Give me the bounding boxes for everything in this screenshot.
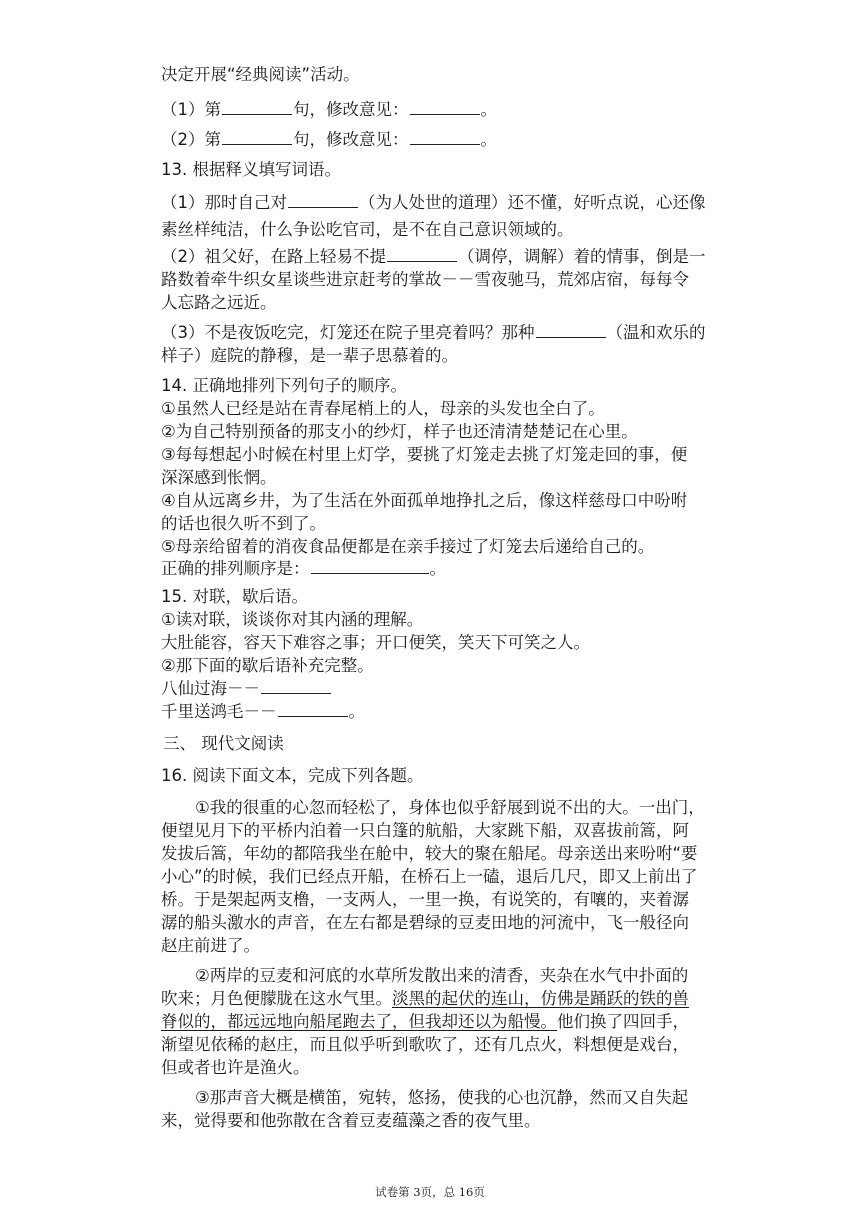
text: （1）第 bbox=[161, 100, 221, 119]
text: 句，修改意见： bbox=[293, 100, 409, 119]
sentence-item: 深深感到怅惘。 bbox=[161, 468, 277, 487]
text-line bbox=[161, 191, 706, 215]
text: 句，修改意见： bbox=[293, 130, 409, 149]
answer-line bbox=[161, 557, 446, 581]
text-line: ②那下面的歇后语补充完整。 bbox=[161, 656, 374, 675]
answer-line bbox=[161, 700, 365, 724]
answer-line bbox=[161, 98, 497, 122]
text: （调停，调解）着的情事，倒是一 bbox=[458, 247, 706, 266]
text: （2）第 bbox=[161, 130, 221, 149]
answer-line bbox=[161, 677, 332, 701]
passage-line: 来，觉得要和他弥散在含着豆麦蕴藻之香的夜气里。 bbox=[161, 1111, 541, 1130]
text: 正确的排列顺序是： bbox=[161, 559, 310, 578]
question-heading: 15. 对联，歇后语。 bbox=[161, 587, 308, 606]
answer-blank[interactable] bbox=[536, 321, 606, 338]
answer-line bbox=[161, 128, 497, 152]
question-heading: 14. 正确地排列下列句子的顺序。 bbox=[161, 376, 407, 395]
question-heading: 13. 根据释义填写词语。 bbox=[161, 160, 341, 179]
sentence-item: ③每每想起小时候在村里上灯学，要挑了灯笼走去挑了灯笼走回的事，便 bbox=[161, 445, 688, 464]
passage-line bbox=[161, 1010, 689, 1034]
page-footer: 试卷第 3页，总 16页 bbox=[375, 1185, 485, 1199]
text: 。 bbox=[480, 100, 497, 119]
text: （为人处世的道理）还不懂，好听点说，心还像 bbox=[359, 193, 706, 212]
passage-line: 赵庄前进了。 bbox=[161, 936, 260, 955]
text: （2）祖父好，在路上轻易不提 bbox=[161, 247, 386, 266]
answer-blank[interactable] bbox=[278, 700, 348, 717]
passage-line: 但或者也许是渔火。 bbox=[161, 1058, 310, 1077]
text: 。 bbox=[429, 559, 446, 578]
text: （温和欢乐的 bbox=[606, 323, 706, 342]
passage-line: 小心”的时候，我们已经点开船，在桥石上一磕，退后几尺，即又上前出了 bbox=[161, 867, 698, 886]
answer-blank[interactable] bbox=[311, 557, 429, 574]
text: 八仙过海－－ bbox=[161, 679, 260, 698]
text-line: 人忘路之远近。 bbox=[161, 293, 277, 312]
answer-blank[interactable] bbox=[222, 98, 292, 115]
text-line bbox=[161, 321, 706, 345]
text-line: 路数着牵牛织女星谈些进京赶考的掌故－－雪夜驰马，荒郊店宿，每每令 bbox=[161, 270, 689, 289]
text-line: 素丝样纯洁，什么争讼吃官司，是不在自己意识领域的。 bbox=[161, 220, 574, 239]
passage-line: ③那声音大概是横笛，宛转，悠扬，使我的心也沉静，然而又自失起 bbox=[195, 1088, 689, 1107]
text: （1）那时自己对 bbox=[161, 193, 287, 212]
answer-blank[interactable] bbox=[288, 191, 358, 208]
text: 。 bbox=[480, 130, 497, 149]
sentence-item: ⑤母亲给留着的消夜食品便都是在亲手接过了灯笼去后递给自己的。 bbox=[161, 537, 655, 556]
answer-blank[interactable] bbox=[410, 98, 480, 115]
passage-line: 发拔后篙，年幼的都陪我坐在舱中，较大的聚在船尾。母亲送出来吩咐“要 bbox=[161, 844, 698, 863]
sentence-item: ②为自己特别预备的那支小的纱灯，样子也还清清楚楚记在心里。 bbox=[161, 422, 638, 441]
sentence-item: ④自从远离乡井，为了生活在外面孤单地挣扎之后，像这样慈母口中吩咐 bbox=[161, 491, 688, 510]
text: 他们换了四回手， bbox=[557, 1012, 689, 1031]
answer-blank[interactable] bbox=[410, 128, 480, 145]
sentence-item: 的话也很久听不到了。 bbox=[161, 514, 326, 533]
passage-line: 渐望见依稀的赵庄，而且似乎听到歌吹了，还有几点火，料想便是戏台， bbox=[161, 1035, 689, 1054]
passage-line: ①我的很重的心忽而轻松了，身体也似乎舒展到说不出的大。一出门， bbox=[195, 798, 705, 817]
text-line: 样子）庭院的静穆，是一辈子思慕着的。 bbox=[161, 346, 458, 365]
sentence-item: ①虽然人已经是站在青春尾梢上的人，母亲的头发也全白了。 bbox=[161, 399, 605, 418]
passage-line bbox=[161, 987, 689, 1011]
section-heading: 三、 现代文阅读 bbox=[163, 734, 284, 753]
answer-blank[interactable] bbox=[222, 128, 292, 145]
text-line: 决定开展“经典阅读”活动。 bbox=[161, 65, 360, 84]
underlined-sentence: 淡黑的起伏的连山，仿佛是踊跃的铁的兽 bbox=[392, 989, 689, 1008]
answer-blank[interactable] bbox=[261, 677, 331, 694]
text: 吹来；月色便朦胧在这水气里。 bbox=[161, 989, 392, 1008]
question-heading: 16. 阅读下面文本，完成下列各题。 bbox=[161, 766, 424, 785]
passage-line: 潺的船头激水的声音，在左右都是碧绿的豆麦田地的河流中，飞一般径向 bbox=[161, 913, 689, 932]
passage-line: 桥。于是架起两支橹，一支两人，一里一换，有说笑的，有嚷的，夹着潺 bbox=[161, 890, 689, 909]
answer-blank[interactable] bbox=[387, 245, 457, 262]
passage-line: ②两岸的豆麦和河底的水草所发散出来的清香，夹杂在水气中扑面的 bbox=[195, 966, 689, 985]
text-line: 大肚能容，容天下难容之事；开口便笑，笑天下可笑之人。 bbox=[161, 633, 590, 652]
text: （3）不是夜饭吃完，灯笼还在院子里亮着吗？那种 bbox=[161, 323, 535, 342]
text: 千里送鸿毛－－ bbox=[161, 702, 277, 721]
text-line: ①读对联，谈谈你对其内涵的理解。 bbox=[161, 610, 424, 629]
text: 。 bbox=[348, 702, 365, 721]
passage-line: 便望见月下的平桥内泊着一只白篷的航船，大家跳下船，双喜拔前篙，阿 bbox=[161, 821, 689, 840]
underlined-sentence: 脊似的，都远远地向船尾跑去了，但我却还以为船慢。 bbox=[161, 1012, 557, 1031]
text-line bbox=[161, 245, 706, 269]
